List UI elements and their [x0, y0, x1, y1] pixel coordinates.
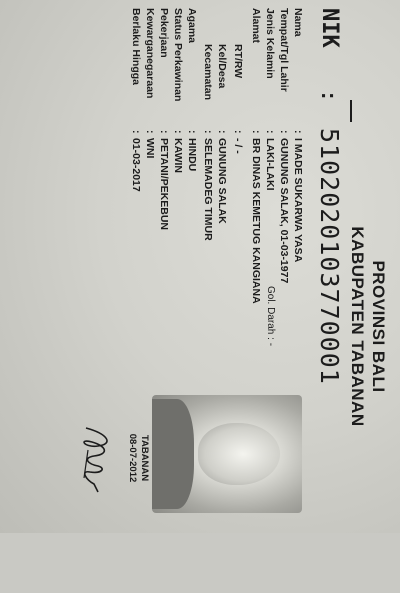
field-label: Kel/Desa [216, 44, 228, 89]
field-label: Status Perkawinan [172, 8, 184, 102]
field-value: WNI [144, 138, 156, 159]
id-card: PROVINSI BALI KABUPATEN TABANAN NIK : 5102020103770001 Nama : I MADE SUKARWA YASA Tempat/Tgl Lahir : GUNUNG SALAK, 01-03-1977 Jenis Kelamin : LAKI-LAKI Gol. Darah : - Alamat : BR DINAS KEMETUG KANGIANA RT/RW : - / - Kel/Desa : GUNUNG SALAK Kecamatan : SELEMADEG TIMUR Agama : HINDU Status Perkawinan : KAWIN Pekerjaan : PETANI/PEKEBUN Kewarganegaraan : WNI Berlaku Hingga : 01-03-2017 TABANAN 08-07-2012 [0, 0, 400, 533]
nik-label: NIK [317, 8, 342, 48]
field-label: Agama [186, 8, 198, 44]
field-value: I MADE SUKARWA YASA [292, 138, 304, 263]
field-value: - / - [232, 138, 244, 154]
field-label: Nama [292, 8, 304, 37]
nik-colon: : [317, 92, 342, 100]
field-value: HINDU [186, 138, 198, 172]
field-value: 01-03-2017 [130, 138, 142, 192]
photo-face [198, 423, 280, 485]
field-label: Alamat [250, 8, 262, 44]
field-label: Pekerjaan [158, 8, 170, 58]
field-value: SELEMADEG TIMUR [202, 138, 214, 241]
field-label: Jenis Kelamin [264, 8, 276, 79]
photo-shoulders [152, 399, 194, 509]
signature-icon [68, 420, 128, 500]
field-value: GUNUNG SALAK [216, 138, 228, 224]
blood-type: Gol. Darah : - [265, 286, 276, 347]
field-value: KAWIN [172, 138, 184, 173]
field-label: Kecamatan [202, 44, 214, 101]
field-value: PETANI/PEKEBUN [158, 138, 170, 230]
province-title: PROVINSI BALI [369, 260, 388, 393]
issue-city: TABANAN [139, 434, 150, 482]
field-value: LAKI-LAKI [264, 138, 276, 191]
nik-value: 5102020103770001 [315, 128, 344, 385]
field-label: Berlaku Hingga [130, 8, 142, 86]
issue-date: 08-07-2012 [127, 433, 138, 483]
holder-photo [152, 395, 302, 513]
regency-title: KABUPATEN TABANAN [348, 226, 367, 427]
field-value: BR DINAS KEMETUG KANGIANA [250, 138, 262, 304]
field-label: Tempat/Tgl Lahir [278, 8, 290, 92]
field-label: RT/RW [232, 44, 244, 79]
field-label: Kewarganegaraan [144, 8, 156, 99]
field-value: GUNUNG SALAK, 01-03-1977 [278, 138, 290, 284]
